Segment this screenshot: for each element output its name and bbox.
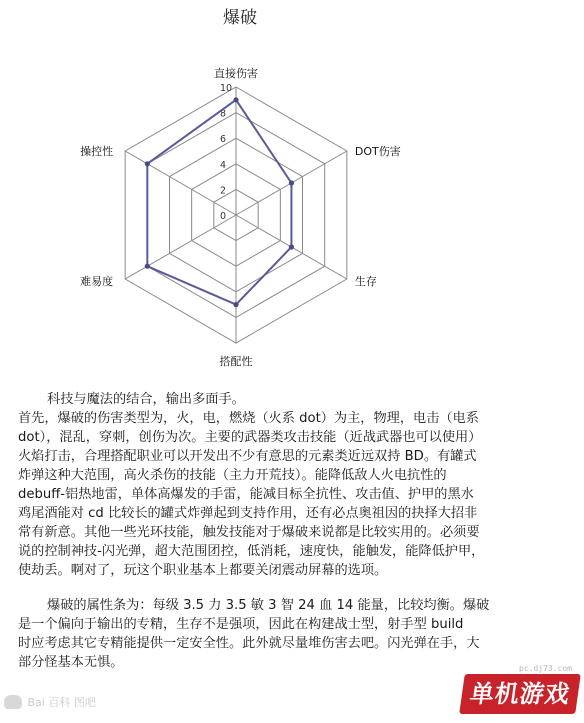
baike-watermark xyxy=(4,694,96,710)
site-logo: 单机游戏 xyxy=(459,674,581,714)
intro-line: 科技与魔法的结合，输出多面手。 xyxy=(47,392,245,407)
para1-line-2: 火焰打击，合理搭配职业可以开发出不少有意思的元素类近远双持 BD。有罐式 xyxy=(18,449,477,464)
data-point-3 xyxy=(233,302,238,307)
para2-line-2: 时应考虑其它专精能提供一定安全性。此外就尽量堆伤害去吧。闪光弹在手，大 xyxy=(18,636,480,651)
chart-title: 爆破 xyxy=(223,8,257,28)
data-point-5 xyxy=(145,161,150,166)
para1-line-5: 鸡尾酒能对 cd 比较长的罐式炸弹起到支持作用，还有必点奥祖因的抉择大招非 xyxy=(18,506,478,521)
para1-line-3: 炸弹这种大范围，高火杀伤的技能（主力开荒技）。能降低敌人火电抗性的 xyxy=(18,468,447,483)
tick-label-2: 2 xyxy=(220,185,227,197)
tick-label-0: 0 xyxy=(220,211,227,222)
para2-line-1: 是一个偏向于输出的专精，生存不是强项，因此在构建战士型，射手型 build xyxy=(18,617,464,632)
para1-line-0: 首先，爆破的伤害类型为，火，电，燃烧（火系 dot）为主，物理，电击（电系 xyxy=(18,411,479,426)
data-point-4 xyxy=(145,264,150,269)
data-point-0 xyxy=(233,97,238,102)
para1-line-6: 常有新意。其他一些光环技能，触发技能对于爆破来说都是比较实用的。必须要 xyxy=(18,525,480,540)
axis-label-3: 搭配性 xyxy=(219,355,253,368)
para1-line-1: dot），混乱，穿刺，创伤为次。主要的武器类攻击技能（近战武器也可以使用） xyxy=(18,430,482,445)
axis-label-1: DOT伤害 xyxy=(354,145,401,158)
para2-line-3: 部分怪基本无惧。 xyxy=(18,655,124,670)
tick-label-10: 10 xyxy=(220,83,233,94)
baike-watermark-text: Bai 百科 图吧 xyxy=(27,696,96,709)
tick-label-6: 6 xyxy=(220,134,227,146)
para1-line-7: 说的控制神技-闪光弹，超大范围团控，低消耗，速度快，能触发，能降低护甲， xyxy=(18,544,485,559)
tick-label-4: 4 xyxy=(220,159,227,171)
axis-label-2: 生存 xyxy=(354,275,377,288)
para1-line-4: debuff-铝热地雷，单体高爆发的手雷，能减目标全抗性、攻击值、护甲的黑水 xyxy=(18,487,474,502)
data-point-1 xyxy=(289,180,294,185)
para2-line-0: 爆破的属性条为：每级 3.5 力 3.5 敏 3 智 24 血 14 能量，比较均衡。爆破 xyxy=(47,598,490,613)
spoke-4 xyxy=(125,215,236,279)
series-polygon xyxy=(147,100,291,305)
axis-label-5: 操控性 xyxy=(80,145,114,158)
data-point-2 xyxy=(289,244,294,249)
article-body xyxy=(18,390,570,672)
site-watermark: pc.dj73.com xyxy=(519,664,572,673)
paw-logo-icon xyxy=(4,695,22,709)
para1-line-8: 使劫丢。啊对了，玩这个职业基本上都要关闭震动屏幕的选项。 xyxy=(18,563,388,578)
tick-label-8: 8 xyxy=(220,108,227,120)
axis-label-4: 难易度 xyxy=(80,275,114,288)
axis-label-0: 直接伤害 xyxy=(214,67,258,80)
